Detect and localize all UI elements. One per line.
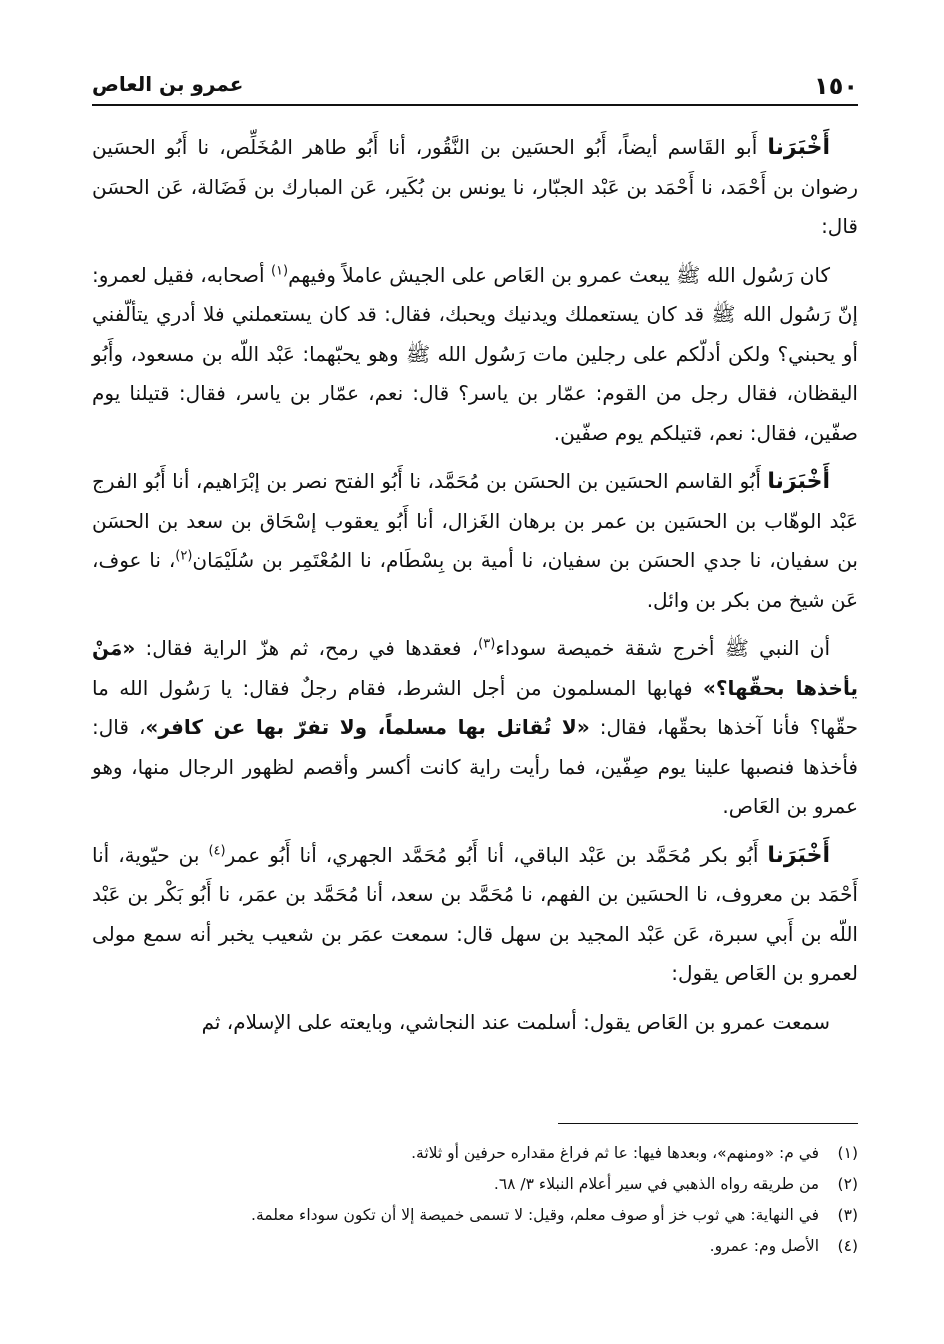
narration-lead: أَخْبَرَنا — [767, 842, 830, 868]
paragraph-text: ، نا عوف، عَن شيخ من بكر بن وائل. — [92, 548, 858, 612]
footnote-text: الأصل وم: عمرو. — [709, 1237, 820, 1255]
paragraph-text: أَبُو القاسم الحسَين بن الحسَن بن مُحَمَّد، نا أَبُو الفتح نصر بن إبْرَاهيم، أنا أَبُو الفرج عَبْد الوهّاب بن الحسَين بن عمر بن برهان الغَزال، أنا أَبُو يعقوب إسْحَاق بن سعد بن الحسَن بن سفيان، نا جدي الحسَن بن سفيان، نا أمية بن بِسْطَام، نا المُعْتَمِر بن سُلَيْمَان — [92, 469, 858, 572]
footnote-text: من طريقه رواه الذهبي في سير أعلام النبلاء ٣/ ٦٨. — [493, 1175, 820, 1193]
footnote-marker-4[interactable]: (٤) — [208, 842, 226, 858]
footnote-number: (١) — [837, 1144, 858, 1162]
paragraph-6 — [92, 1003, 858, 1043]
paragraph-text: أصحابه، فقيل لعمرو: إنّ رَسُول الله ﷺ قد كان يستعملك ويدنيك ويحبك، فقال: قد كان يستعملني فلا أدري يتألّفني أو يحبني؟ ولكن أدلّكم على رجلين مات رَسُول الله ﷺ وهو يحبّهما: عَبْد اللّه بن مسعود، وأَبُو اليقظان، فقال رجل من القوم: عمّار بن ياسر؟ قال: نعم، عمّار بن ياسر، فقال: قتيلنا يوم صفّين، فقال: نعم، قتيلكم يوم صفّين. — [92, 262, 858, 445]
page-number: ١٥٠ — [814, 72, 858, 100]
paragraph-text: بن حيّوية، أنا أَحْمَد بن معروف، نا الحسَين بن الفهم، نا مُحَمَّد بن سعد، أنا مُحَمَّد بن عمَر، نا أَبُو بَكْر بن عَبْد اللّه بن أَبي سبرة، عَن عَبْد المجيد بن سهل قال: سمعت عمَر بن شعيب يخبر أنه سمع مولى لعمرو بن العَاص يقول: — [92, 842, 858, 985]
footnote-number: (٢) — [837, 1175, 858, 1193]
footnote-text: في النهاية: هي ثوب خز أو صوف معلم، وقيل: لا تسمى خميصة إلا أن تكون سوداء معلمة. — [251, 1206, 820, 1224]
paragraph-5 — [92, 836, 858, 994]
paragraph-1 — [92, 128, 858, 247]
footnote-marker-1[interactable]: (١) — [270, 262, 289, 278]
footnote-number: (٣) — [837, 1206, 858, 1224]
paragraph-2 — [92, 256, 858, 454]
page-header — [92, 70, 858, 106]
footnotes — [92, 1138, 858, 1262]
narration-lead: أَخْبَرَنا — [767, 469, 830, 494]
hadith-quote: «مَنْ يأخذها بحقّها؟» — [92, 636, 858, 700]
narration-lead: أَخْبَرَنا — [767, 135, 830, 160]
footnote-4 — [92, 1231, 858, 1262]
paragraph-text: أَبُو بكر مُحَمَّد بن عَبْد الباقي، أنا أَبُو مُحَمَّد الجهري، أنا أَبُو عمر — [225, 842, 768, 867]
footnote-marker-2[interactable]: (٢) — [175, 548, 193, 564]
running-title: عمرو بن العاص — [92, 72, 244, 96]
paragraph-text: كان رَسُول الله ﷺ يبعث عمرو بن العَاص على الجيش عاملاً وفيهم — [288, 262, 830, 287]
footnote-1 — [92, 1138, 858, 1169]
paragraph-text: ، قال: فأخذها فنصبها علينا يوم صِفّين، فما رأيت راية كانت أكسر وأقصم لظهور الرجال منها، وهو عمرو بن العَاص. — [92, 715, 858, 818]
footnote-3 — [92, 1200, 858, 1231]
paragraph-text: فهابها المسلمون من أجل الشرط، فقام رجلٌ فقال: يا رَسُول الله ما حقّها؟ فأنا آخذها بحقّها، فقال: — [92, 675, 858, 739]
paragraph-4 — [92, 629, 858, 827]
footnote-number: (٤) — [837, 1237, 858, 1255]
paragraph-text: أَبو القَاسم أيضاً، أَبُو الحسَين بن النَّقُور، أنا أَبُو طاهر المُخَلِّص، نا أَبُو الحسَين رضوان بن أَحْمَد، نا أَحْمَد بن عَبْد الجبّار، نا يونس بن بُكَير، عَن المبارك بن فَضَالة، عَن الحسَن قال: — [92, 135, 858, 238]
footnote-2 — [92, 1169, 858, 1200]
footnote-marker-3[interactable]: (٣) — [478, 636, 496, 652]
paragraph-text: أن النبي ﷺ أخرج شقة خميصة سوداء — [495, 636, 831, 660]
footnote-divider — [558, 1123, 858, 1124]
paragraph-3 — [92, 462, 858, 620]
main-text — [92, 128, 858, 1042]
hadith-quote: «لا تُقاتل بها مسلماً، ولا تفرّ بها عن كافر» — [145, 715, 590, 739]
footnote-text: في م: «ومنهم»، وبعدها فيها: عا ثم فراغ مقداره حرفين أو ثلاثة. — [411, 1144, 820, 1162]
paragraph-text: سمعت عمرو بن العَاص يقول: أسلمت عند النجاشي، وبايعته على الإسلام، ثم — [201, 1009, 830, 1034]
paragraph-text: ، فعقدها في رمح، ثم هزّ الراية فقال: — [135, 636, 479, 660]
